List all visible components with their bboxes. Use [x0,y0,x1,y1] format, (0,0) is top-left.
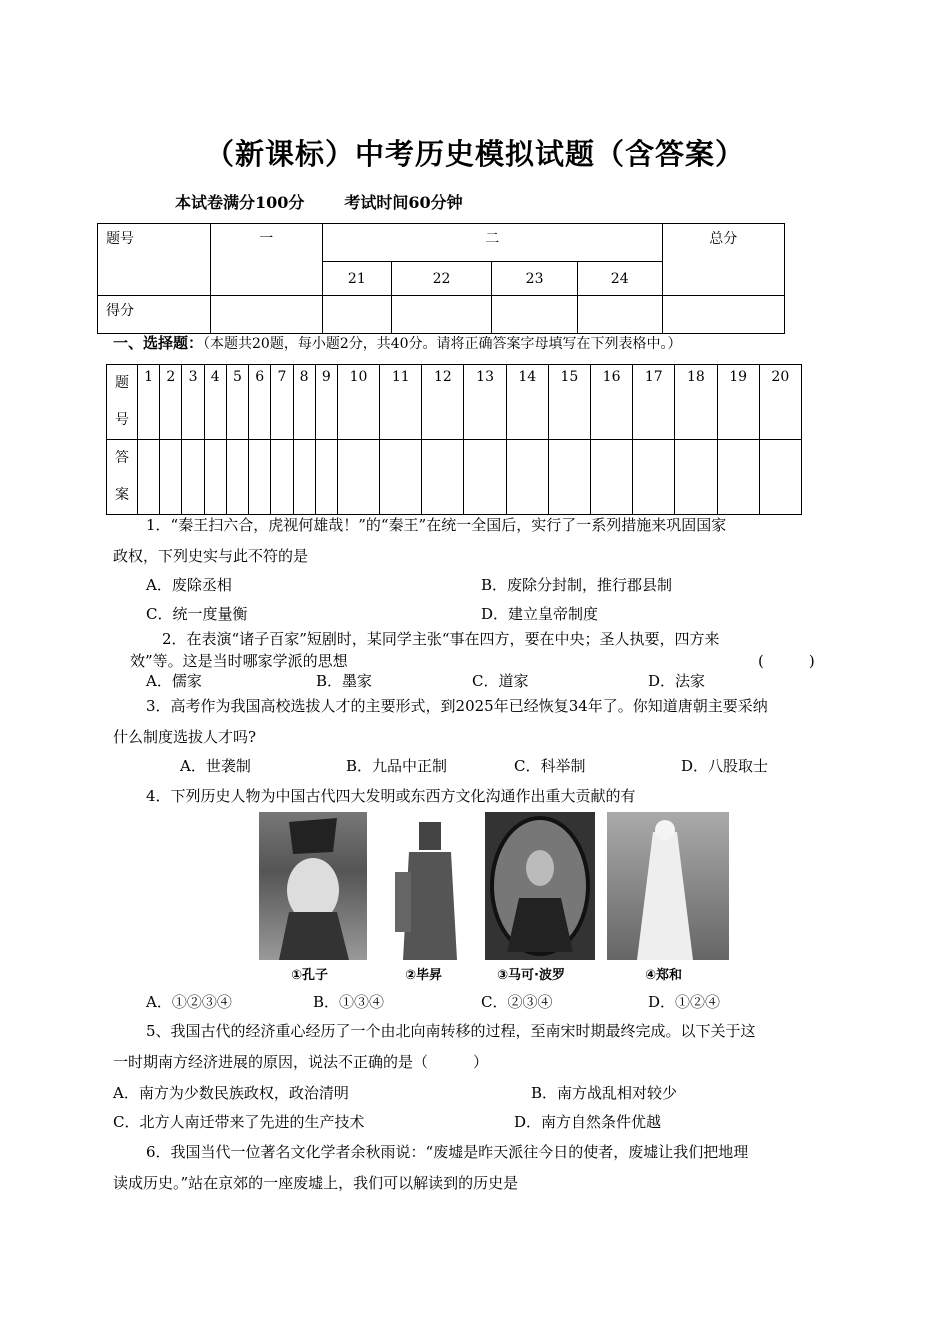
question-number-cell: 2 [160,365,182,440]
caption-marco-polo: ③马可·波罗 [497,968,565,983]
marco-polo-portrait-image [485,812,595,960]
q3-option-d: D．八股取士 [681,757,769,775]
q1-option-a: A．废除丞相 [146,576,232,594]
score-cell[interactable] [577,296,662,334]
question-5-text-cont: 一时期南方经济进展的原因，说法不正确的是（ ） [113,1053,489,1071]
answer-cell[interactable] [315,440,337,515]
question-3-text-cont: 什么制度选拔人才吗? [113,728,257,746]
answer-cell[interactable] [717,440,759,515]
answer-cell[interactable] [271,440,293,515]
answer-cell[interactable] [249,440,271,515]
q4-option-c: C．②③④ [481,993,553,1011]
question-number-cell: 15 [548,365,590,440]
question-number-cell: 20 [759,365,801,440]
question-number-cell: 9 [315,365,337,440]
score-header-label: 题号 [98,224,211,296]
question-1-text: 1．“秦王扫六合，虎视何雄哉！”的“秦王”在统一全国后，实行了一系列措施来巩固国家 [146,516,727,534]
page-title: （新课标）中考历史模拟试题（含答案） [204,137,745,171]
q3-option-c: C．科举制 [514,757,586,775]
q1-option-d: D．建立皇帝制度 [481,605,599,623]
confucius-portrait-image [259,812,367,960]
caption-zheng-he: ④郑和 [645,968,683,983]
score-sub-23: 23 [492,262,578,296]
q2-option-d: D．法家 [648,672,706,690]
q5-option-b: B．南方战乱相对较少 [531,1084,678,1102]
score-sub-21: 21 [322,262,391,296]
answer-cell[interactable] [422,440,464,515]
question-3-text: 3．高考作为我国高校选拔人才的主要形式，到2025年已经恢复34年了。你知道唐朝主要采纳 [146,697,768,715]
question-number-cell: 16 [591,365,633,440]
score-cell[interactable] [662,296,784,334]
answer-cell[interactable] [160,440,182,515]
question-number-cell: 8 [293,365,315,440]
q5-option-a: A．南方为少数民族政权，政治清明 [113,1084,349,1102]
answer-cell[interactable] [182,440,204,515]
question-2-text-cont: 效”等。这是当时哪家学派的思想 [130,652,348,670]
exam-info [175,190,463,213]
answer-cell[interactable] [337,440,379,515]
q5-option-c: C．北方人南迁带来了先进的生产技术 [113,1113,365,1131]
q4-option-d: D．①②④ [648,993,721,1011]
score-sub-24: 24 [577,262,662,296]
score-row-label: 得分 [98,296,211,334]
answer-cell[interactable] [675,440,717,515]
section-1-note: （本题共20题，每小题2分，共40分。请将正确答案字母填写在下列表格中。） [203,336,682,352]
answer-cell[interactable] [380,440,422,515]
question-number-cell: 4 [204,365,226,440]
question-number-cell: 10 [337,365,379,440]
q3-option-b: B．九品中正制 [346,757,448,775]
score-header-2: 二 [322,224,662,262]
question-number-cell: 13 [464,365,506,440]
q2-option-a: A．儒家 [146,672,202,690]
question-number-cell: 14 [506,365,548,440]
q2-answer-paren: ( ) [758,652,815,670]
caption-confucius: ①孔子 [291,968,329,983]
answer-cell[interactable] [633,440,675,515]
question-number-cell: 3 [182,365,204,440]
q4-option-a: A．①②③④ [146,993,232,1011]
score-sub-22: 22 [391,262,492,296]
q1-option-b: B．废除分封制，推行郡县制 [481,576,673,594]
bi-sheng-statue-image [387,812,473,960]
question-number-cell: 5 [226,365,248,440]
score-header-1: 一 [210,224,322,296]
question-6-text: 6．我国当代一位著名文化学者余秋雨说：“废墟是昨天派往今日的使者，废墟让我们把地理 [146,1143,749,1161]
score-cell[interactable] [210,296,322,334]
answer-row-label: 题 号 [107,365,138,440]
q4-option-b: B．①③④ [313,993,385,1011]
question-number-cell: 11 [380,365,422,440]
question-number-cell: 1 [138,365,160,440]
section-1-title: 一、选择题： [113,334,204,352]
question-number-cell: 12 [422,365,464,440]
answer-cell[interactable] [464,440,506,515]
score-cell[interactable] [391,296,492,334]
q5-option-d: D．南方自然条件优越 [514,1113,662,1131]
question-number-cell: 18 [675,365,717,440]
score-header-total: 总分 [662,224,784,296]
answer-cell[interactable] [204,440,226,515]
answer-cell[interactable] [591,440,633,515]
question-2-text: 2．在表演“诸子百家”短剧时，某同学主张“事在四方，要在中央；圣人执要，四方来 [162,630,720,648]
answer-cell[interactable] [226,440,248,515]
score-cell[interactable] [492,296,578,334]
answer-cell[interactable] [138,440,160,515]
zheng-he-statue-image [607,812,729,960]
question-number-cell: 6 [249,365,271,440]
caption-bi-sheng: ②毕昇 [405,968,443,983]
q4-image-strip [259,812,729,984]
question-1-text-cont: 政权，下列史实与此不符的是 [113,547,309,565]
question-6-text-cont: 读成历史。”站在京郊的一座废墟上，我们可以解读到的历史是 [113,1174,519,1192]
score-cell[interactable] [322,296,391,334]
question-number-cell: 17 [633,365,675,440]
q2-option-b: B．墨家 [316,672,373,690]
answer-table [106,364,802,515]
section-1-heading [113,332,682,353]
q1-option-c: C．统一度量衡 [146,605,248,623]
q3-option-a: A．世袭制 [180,757,251,775]
question-4-text: 4．下列历史人物为中国古代四大发明或东西方文化沟通作出重大贡献的有 [146,787,636,805]
question-5-text: 5、我国古代的经济重心经历了一个由北向南转移的过程，至南宋时期最终完成。以下关于这 [146,1022,756,1040]
question-number-cell: 7 [271,365,293,440]
score-table [97,223,785,334]
q2-option-c: C．道家 [472,672,529,690]
exam-time: 考试时间60分钟 [344,193,463,212]
answer-row-label: 答 案 [107,440,138,515]
answer-cell[interactable] [548,440,590,515]
answer-cell[interactable] [759,440,801,515]
question-number-cell: 19 [717,365,759,440]
answer-cell[interactable] [293,440,315,515]
answer-cell[interactable] [506,440,548,515]
full-score: 本试卷满分100分 [175,193,305,212]
